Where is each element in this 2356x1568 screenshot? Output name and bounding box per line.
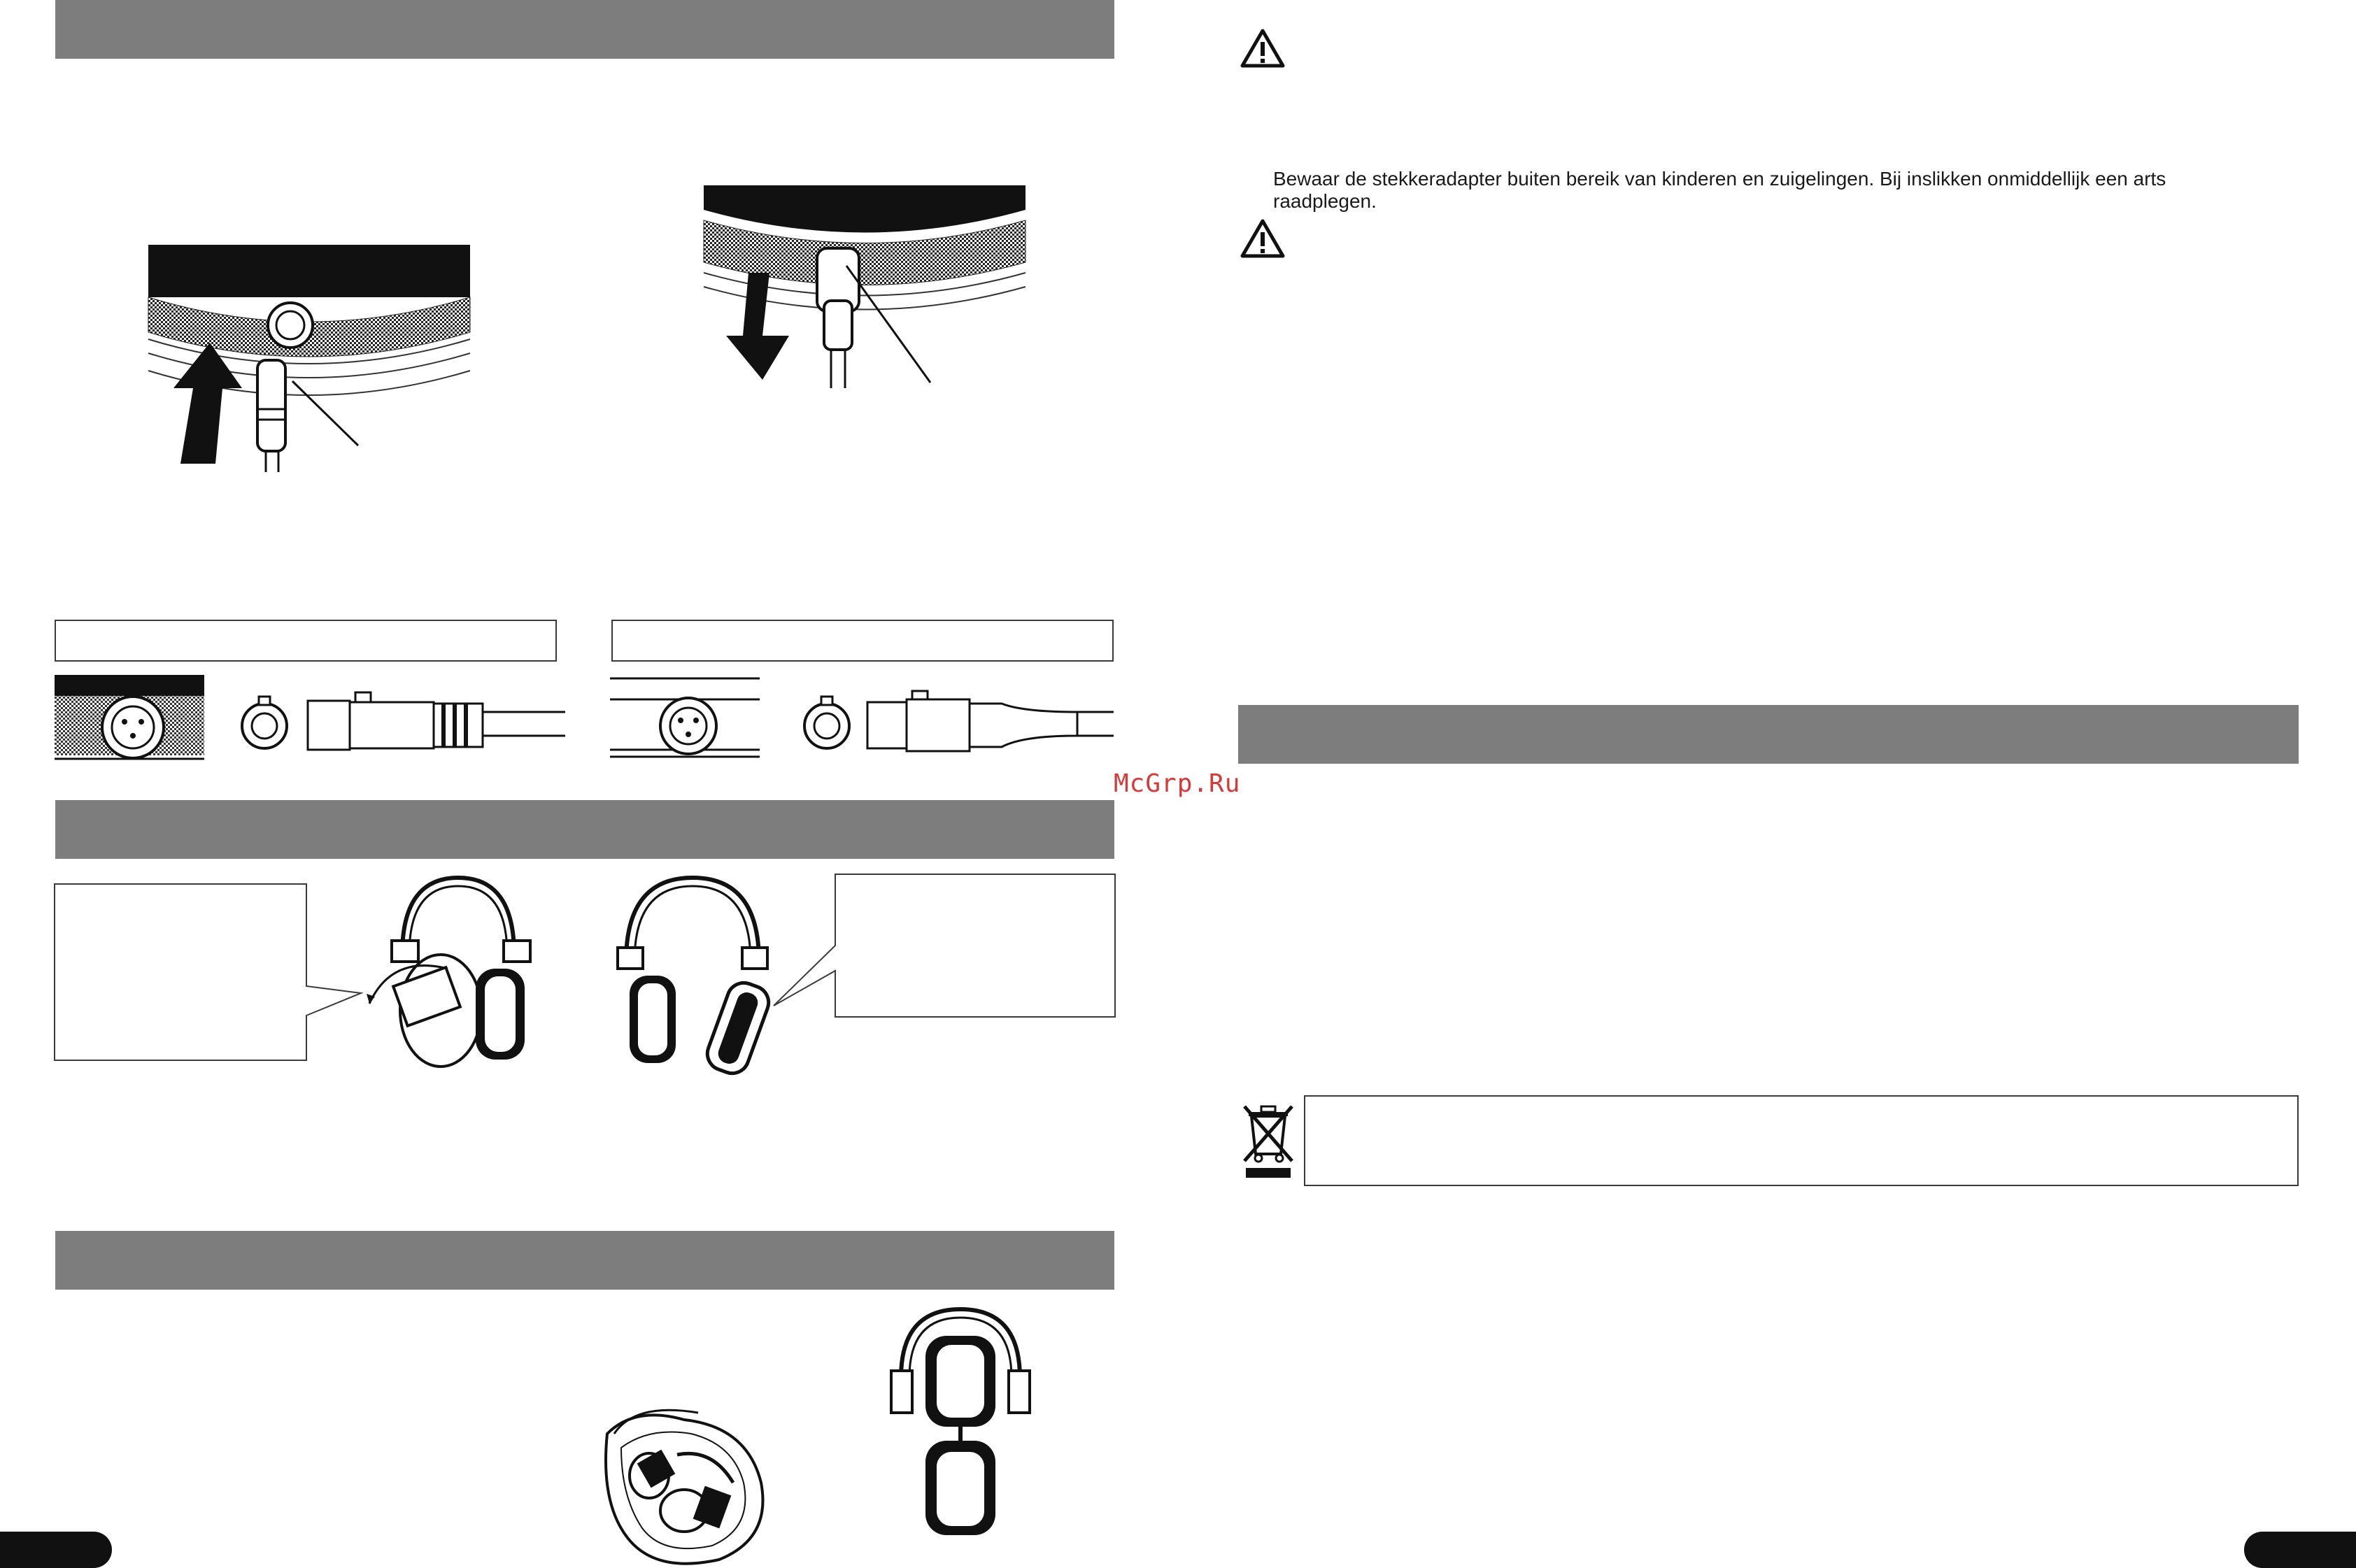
illustration-carrying-pouch (593, 1406, 789, 1567)
weee-notice-box (1304, 1095, 2299, 1186)
caution-note-line-1: Bewaar de stekkeradapter buiten bereik van kinderen en zuigelingen. Bij inslikken onmiddellijk een arts (1273, 168, 2166, 190)
section-header-bar-2 (55, 800, 1114, 859)
section-header-bar-1 (55, 0, 1114, 59)
illustration-headphone-flip (605, 871, 787, 1074)
page-number-tab-right (2244, 1532, 2356, 1568)
warning-triangle-icon (1240, 28, 1286, 69)
warning-triangle-icon (1240, 218, 1286, 259)
illustration-connect-cable (140, 241, 483, 472)
section-header-bar-4 (1238, 705, 2299, 764)
illustration-connector-type-b (610, 671, 1121, 762)
callout-box-left (53, 883, 368, 1064)
connector-label-box-right (611, 620, 1114, 662)
illustration-connector-type-a (55, 671, 572, 762)
illustration-folded-headphones (887, 1308, 1034, 1539)
illustration-headphone-swivel (364, 871, 553, 1074)
section-header-bar-3 (55, 1231, 1114, 1290)
crossed-out-bin-icon (1242, 1102, 1295, 1179)
page-number-tab-left (0, 1532, 112, 1568)
caution-note-line-2: raadplegen. (1273, 190, 1377, 212)
watermark: McGrp.Ru (1114, 769, 1241, 798)
callout-box-right (769, 873, 1116, 1020)
illustration-disconnect-cable (700, 185, 1035, 388)
connector-label-box-left (55, 620, 557, 662)
